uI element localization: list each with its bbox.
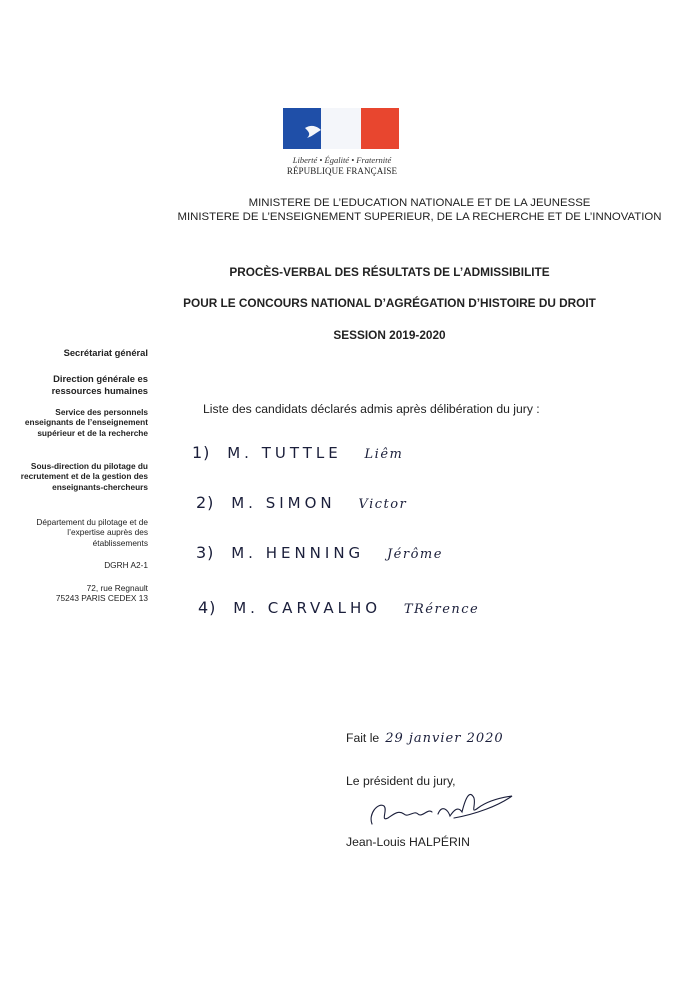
document-title-line2: POUR LE CONCOURS NATIONAL D’AGRÉGATION D’HISTOIRE DU DROIT [183, 296, 596, 310]
sidebar-address-line2: 75243 PARIS CEDEX 13 [55, 593, 148, 603]
candidate-number: 1) [192, 443, 211, 462]
sidebar-service: Service des personnels enseignants de l’enseignement supérieur et de la recherche [24, 407, 148, 438]
ministries-header [0, 196, 699, 224]
sidebar-secretariat: Secrétariat général [63, 347, 148, 358]
candidate-last-name: SIMON [265, 494, 336, 512]
candidate-civility: M. [227, 444, 253, 462]
candidate-civility: M. [231, 544, 257, 562]
sidebar-code: DGRH A2-1 [104, 560, 148, 570]
candidate-first-name: Jérôme [386, 547, 443, 562]
candidate-first-name: Victor [358, 497, 408, 512]
candidate-entry [192, 443, 403, 462]
sidebar-address-line1: 72, rue Regnault [86, 583, 148, 593]
candidate-first-name: Liêm [364, 447, 404, 462]
candidate-number: 3) [196, 543, 215, 562]
ministry-line: MINISTERE DE L’EDUCATION NATIONALE ET DE LA JEUNESSE [248, 197, 591, 209]
fait-le-line [346, 731, 504, 746]
sidebar-direction: Direction générale es ressources humaines [51, 373, 148, 396]
sidebar-departement: Département du pilotage et de l’expertise auprès des établissements [36, 517, 148, 548]
candidate-civility: M. [233, 599, 259, 617]
candidate-civility: M. [231, 494, 257, 512]
candidate-last-name: HENNING [265, 544, 365, 562]
sidebar-sous-direction: Sous-direction du pilotage du recrutement et de la gestion des enseignants-chercheurs [20, 461, 148, 492]
motto-text: Liberté • Égalité • Fraternité [292, 155, 392, 165]
candidate-entry [196, 493, 407, 512]
candidate-first-name: TRérence [403, 602, 480, 617]
candidate-last-name: CARVALHO [267, 599, 382, 617]
candidate-entry [196, 543, 443, 562]
candidate-last-name: TUTTLE [261, 444, 342, 462]
document-title-line1: PROCÈS-VERBAL DES RÉSULTATS DE L’ADMISSIBILITE [229, 265, 550, 279]
president-signature [358, 784, 518, 832]
candidate-number: 4) [198, 598, 217, 617]
republique-francaise-logo [283, 108, 401, 176]
candidate-number: 2) [196, 493, 215, 512]
session-title: SESSION 2019-2020 [333, 328, 446, 342]
candidates-intro: Liste des candidats déclarés admis après délibération du jury : [203, 402, 540, 416]
republic-text: RÉPUBLIQUE FRANÇAISE [286, 166, 398, 176]
ministry-line: MINISTERE DE L’ENSEIGNEMENT SUPERIEUR, DE LA RECHERCHE ET DE L’INNOVATION [177, 211, 662, 223]
president-name: Jean-Louis HALPÉRIN [346, 835, 470, 849]
president-label: Le président du jury, [346, 774, 456, 788]
marianne-profile-icon [283, 108, 399, 149]
fait-date: 29 janvier 2020 [385, 731, 504, 746]
candidate-entry [198, 598, 479, 617]
fait-label: Fait le [346, 731, 380, 745]
